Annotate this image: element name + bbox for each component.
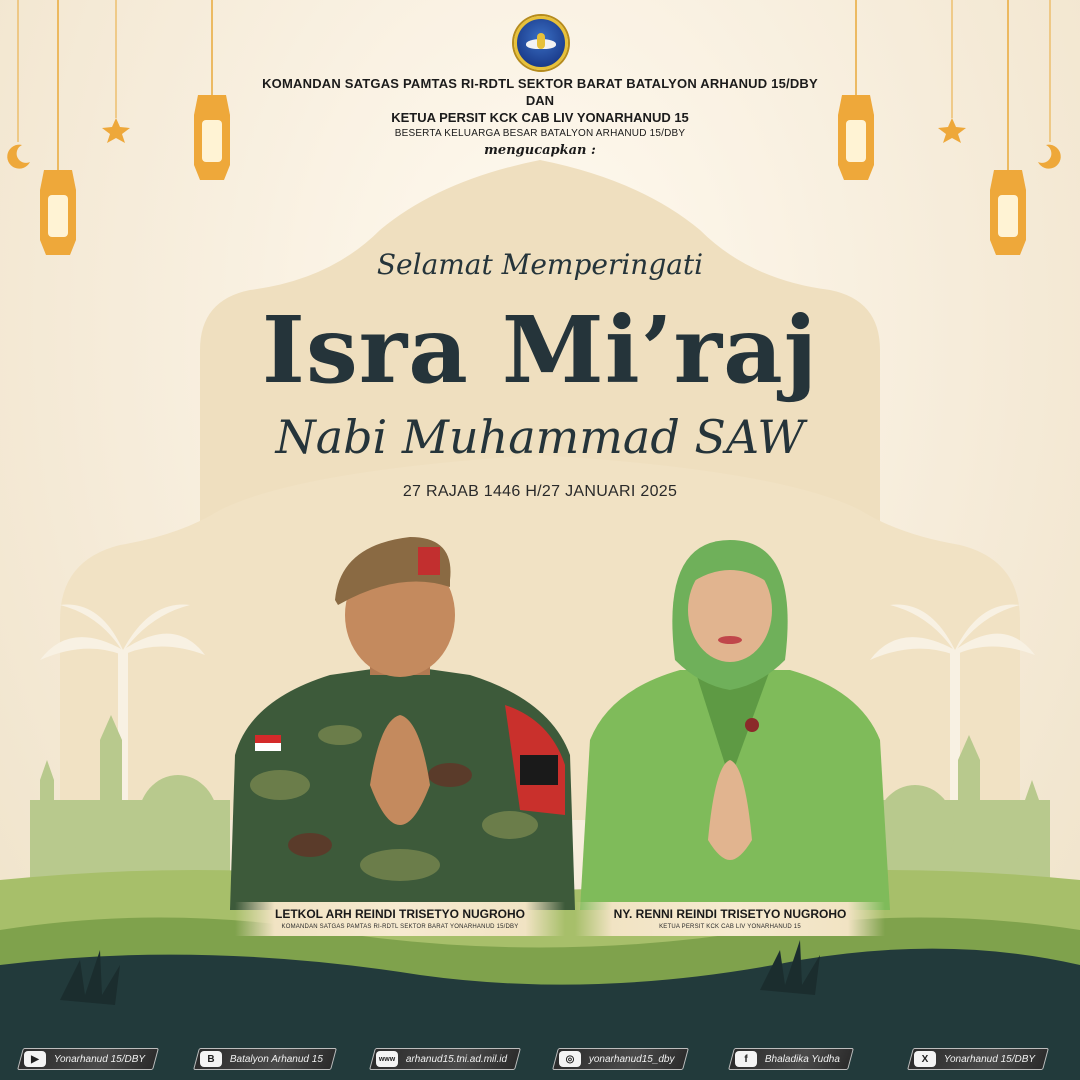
nameplate-chairwoman (575, 902, 885, 936)
emblem-missile-icon (537, 33, 545, 49)
social-x[interactable] (907, 1048, 1049, 1070)
facebook-icon: f (735, 1051, 757, 1067)
social-youtube[interactable] (17, 1048, 159, 1070)
chairwoman-role: KETUA PERSIT KCK CAB LIV YONARHANUD 15 (659, 924, 801, 930)
instagram-icon: ◎ (559, 1051, 581, 1067)
youtube-icon: ▶ (24, 1051, 46, 1067)
nameplate-commander (235, 902, 565, 936)
social-label: arhanud15.tni.ad.mil.id (406, 1053, 508, 1065)
social-label: Batalyon Arhanud 15 (230, 1053, 324, 1065)
header-line-2: DAN (525, 93, 555, 108)
header-line-1: KOMANDAN SATGAS PAMTAS RI-RDTL SEKTOR BARAT BATALYON ARHANUD 15/DBY (262, 76, 818, 91)
social-website[interactable] (369, 1048, 521, 1070)
social-blogger[interactable] (193, 1048, 337, 1070)
battalion-emblem (514, 16, 568, 70)
social-label: Bhaladika Yudha (765, 1053, 841, 1065)
chairwoman-name: NY. RENNI REINDI TRISETYO NUGROHO (613, 907, 847, 921)
header-line-5: mengucapkan : (484, 143, 596, 158)
portrait-commander (220, 525, 580, 910)
blogger-icon: B (200, 1051, 222, 1067)
commander-name: LETKOL ARH REINDI TRISETYO NUGROHO (274, 907, 525, 921)
social-label: Yonarhanud 15/DBY (944, 1053, 1036, 1065)
greeting-intro: Selamat Memperingati (376, 248, 704, 281)
greeting-subtitle: Nabi Muhammad SAW (275, 410, 805, 464)
header-line-3: KETUA PERSIT KCK CAB LIV YONARHANUD 15 (391, 110, 689, 125)
greeting-title: Isra Mi’raj (261, 296, 819, 404)
social-label: Yonarhanud 15/DBY (54, 1053, 146, 1065)
website-icon: www (376, 1051, 398, 1067)
social-instagram[interactable] (552, 1048, 689, 1070)
greeting-date: 27 RAJAB 1446 H/27 JANUARI 2025 (402, 483, 678, 500)
social-label: yonarhanud15_dby (589, 1053, 675, 1065)
x-icon: X (914, 1051, 936, 1067)
header-line-4: BESERTA KELUARGA BESAR BATALYON ARHANUD 15/DBY (394, 128, 686, 139)
commander-role: KOMANDAN SATGAS PAMTAS RI-RDTL SEKTOR BARAT YONARHANUD 15/DBY (281, 924, 519, 930)
portrait-chairwoman (580, 540, 890, 910)
social-facebook[interactable] (728, 1048, 854, 1070)
